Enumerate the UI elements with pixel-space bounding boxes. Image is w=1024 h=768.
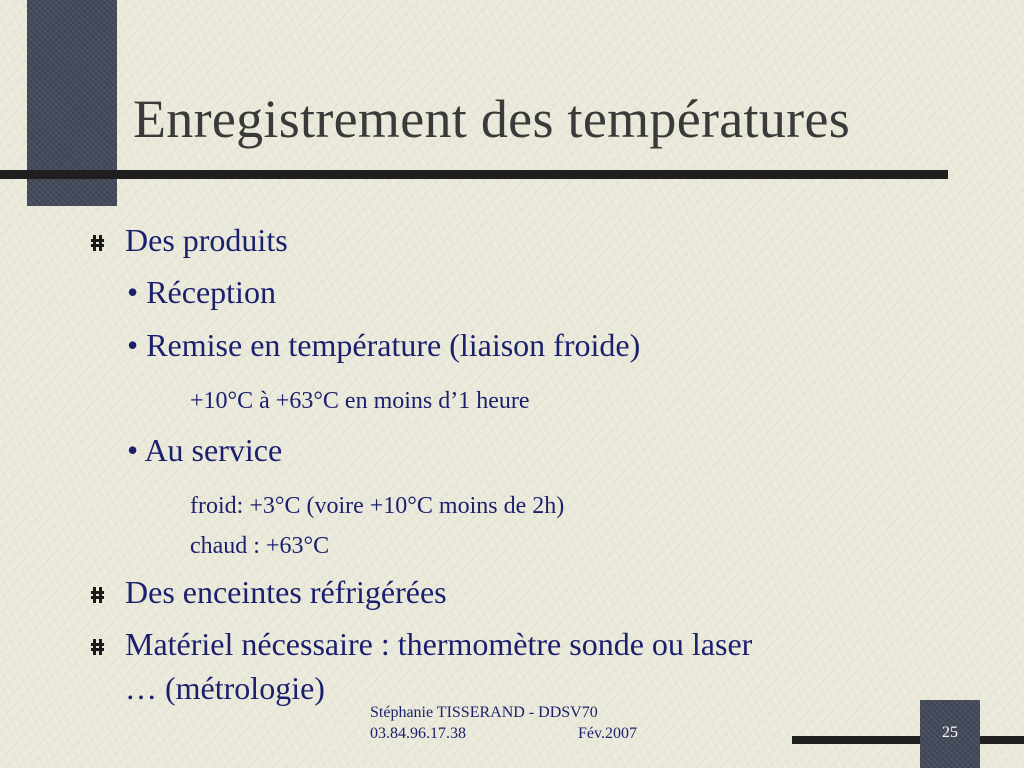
- slide-footer: [370, 702, 637, 744]
- hash-bullet-icon: [91, 639, 104, 655]
- footer-date: Fév.2007: [578, 725, 637, 742]
- bullet-enceintes: Des enceintes réfrigérées: [125, 574, 447, 610]
- page-number: 25: [942, 724, 958, 741]
- detail-froid: froid: +3°C (voire +10°C moins de 2h): [190, 493, 565, 519]
- detail-remise: +10°C à +63°C en moins d’1 heure: [190, 388, 530, 414]
- bullet-materiel-line1: Matériel nécessaire : thermomètre sonde ou laser: [125, 626, 753, 662]
- slide-title: Enregistrement des températures: [133, 89, 851, 149]
- hash-bullet-icon: [91, 587, 104, 603]
- bullet-materiel-line2: … (métrologie): [125, 670, 325, 706]
- detail-chaud: chaud : +63°C: [190, 533, 330, 559]
- sub-item-service: • Au service: [127, 432, 283, 468]
- bullet-des-produits: Des produits: [125, 222, 288, 258]
- footer-phone: 03.84.96.17.38: [370, 725, 466, 742]
- sub-item-remise: • Remise en température (liaison froide): [127, 327, 641, 363]
- hash-bullet-icon: [91, 235, 104, 251]
- footer-author: Stéphanie TISSERAND - DDSV70: [370, 704, 598, 721]
- title-divider: [0, 170, 948, 179]
- bottom-divider: [792, 736, 1024, 744]
- sub-item-reception: • Réception: [127, 274, 276, 310]
